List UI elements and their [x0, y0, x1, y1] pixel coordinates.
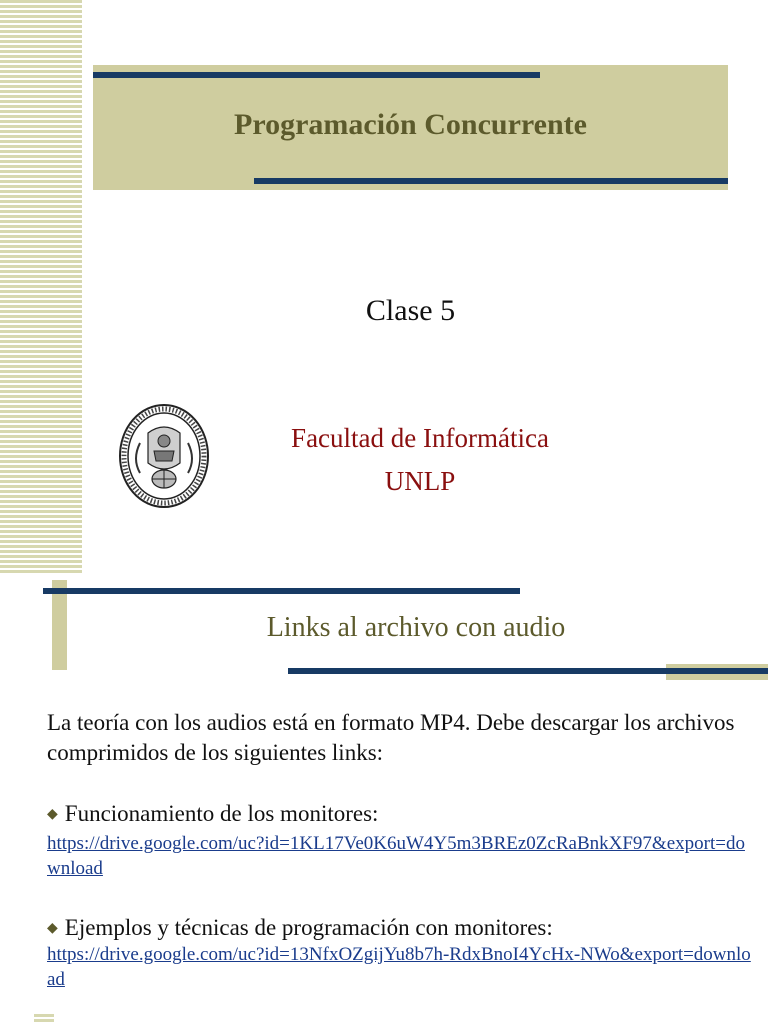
list-item: [47, 914, 757, 943]
header-bar-top: [43, 588, 520, 594]
list-item: [47, 800, 757, 829]
slide-title: Links al archivo con audio: [266, 612, 566, 643]
header-bar-bottom: [288, 668, 768, 674]
university-name: UNLP: [384, 466, 456, 496]
class-number: Clase 5: [365, 294, 456, 327]
title-bar-top: [93, 72, 540, 78]
list-item-label: Funcionamiento de los monitores:: [64, 801, 379, 826]
faculty-name: Facultad de Informática: [291, 423, 549, 453]
unlp-seal-icon: [118, 403, 210, 509]
diamond-bullet-icon: ◆: [47, 921, 58, 936]
decorative-stripe: [0, 0, 82, 574]
links-slide: [0, 574, 768, 1024]
intro-paragraph: La teoría con los audios está en formato MP4. Debe descargar los archivos comprimidos de los siguientes links:: [47, 710, 735, 765]
download-link[interactable]: https://drive.google.com/uc?id=13NfxOZgijYu8b7h-RdxBnoI4YcHx-NWo&export=download: [47, 944, 751, 990]
title-bar-bottom: [254, 178, 728, 184]
list-item-label: Ejemplos y técnicas de programación con monitores:: [64, 915, 553, 940]
slide-title: Programación Concurrente: [234, 108, 587, 141]
diamond-bullet-icon: ◆: [47, 807, 58, 822]
decorative-stripe: [34, 1014, 54, 1024]
download-link[interactable]: https://drive.google.com/uc?id=1KL17Ve0K6uW4Y5m3BREz0ZcRaBnkXF97&export=download: [47, 833, 745, 879]
